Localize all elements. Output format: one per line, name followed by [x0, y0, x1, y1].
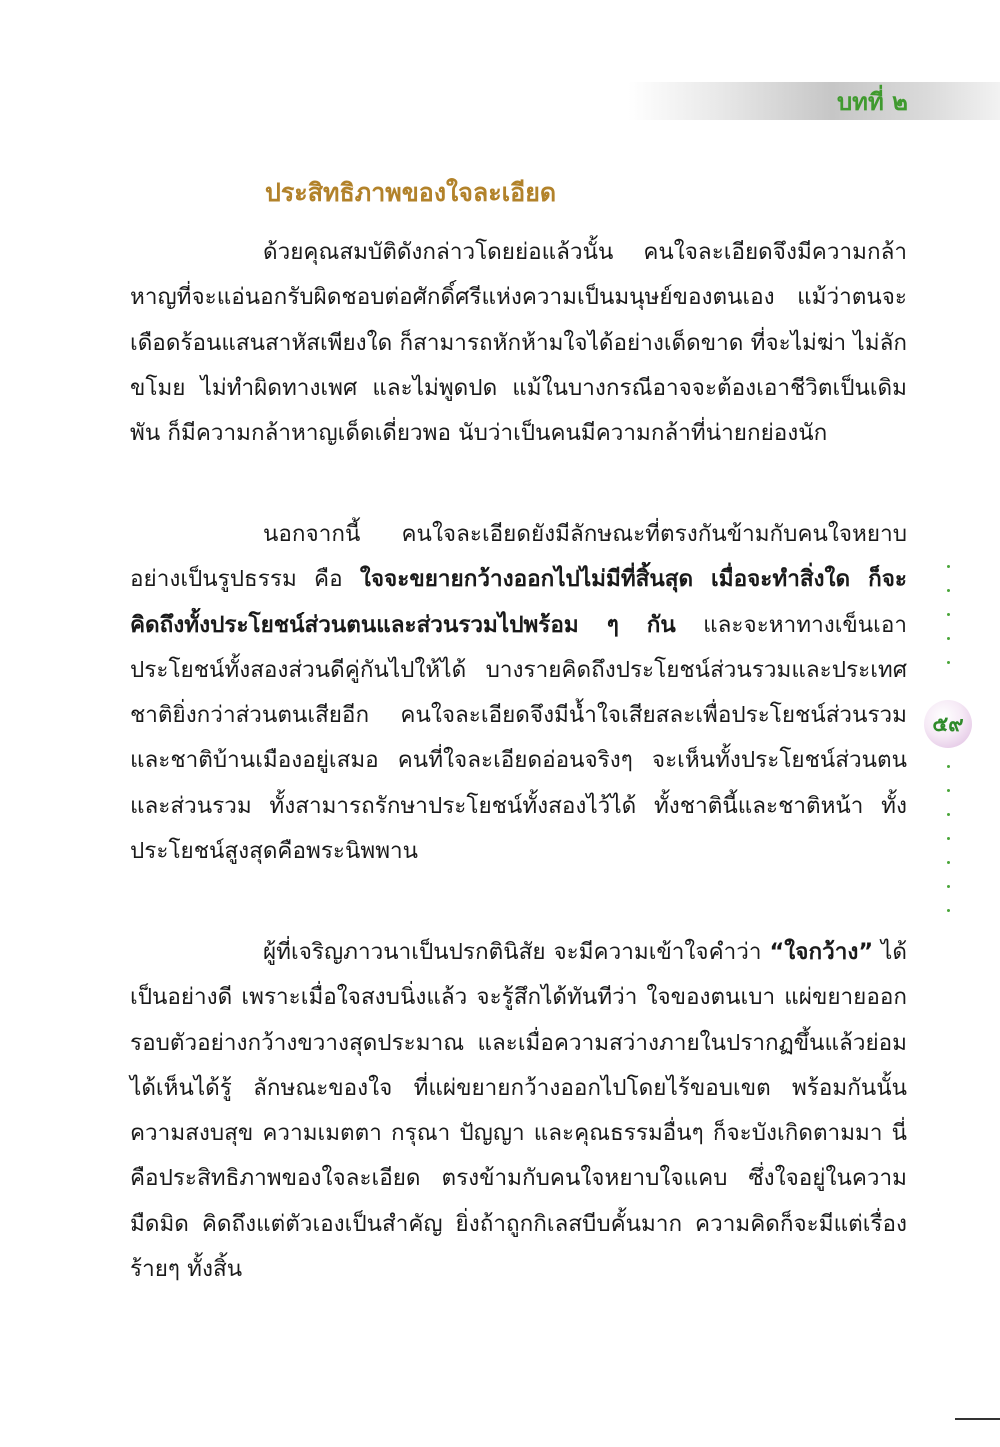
paragraph-3-emphasis: “ใจกว้าง” — [769, 939, 874, 965]
paragraph-3-text-a: ผู้ที่เจริญภาวนาเป็นปรกตินิสัย จะมีความเข้าใจคำว่า — [263, 939, 770, 965]
section-title: ประสิทธิภาพของใจละเอียด — [265, 178, 557, 207]
paragraph-3 — [130, 930, 907, 1292]
paragraph-1 — [130, 230, 907, 456]
margin-dots-top — [944, 565, 952, 685]
footer-rule — [955, 1418, 1000, 1420]
paragraph-2-text-b: และจะหาทางเข็นเอาประโยชน์ทั้งสองส่วนดีคู่กันไปให้ได้ บางรายคิดถึงประโยชน์ส่วนรวมและประเทศชาติยิ่งกว่าส่วนตนเสียอีก คนใจละเอียดจึงมีน้ำใจเสียสละเพื่อประโยชน์ส่วนรวมและชาติบ้านเมืองอยู่เสมอ คนที่ใจละเอียดอ่อนจริงๆ จะเห็นทั้งประโยชน์ส่วนตนและส่วนรวม ทั้งสามารถรักษาประโยชน์ทั้งสองไว้ได้ ทั้งชาตินี้และชาติหน้า ทั้งประโยชน์สูงสุดคือพระนิพพาน — [130, 611, 907, 865]
margin-dots-bottom — [944, 765, 952, 933]
page-number-badge: ๕๙ — [924, 700, 972, 748]
header-band — [628, 82, 1000, 120]
paragraph-2-emphasis: ใจจะขยายกว้างออกไปไม่มีที่สิ้นสุด เมื่อจะทำสิ่งใด ก็จะคิดถึงทั้งประโยชน์ส่วนตนและส่วนรวมไปพร้อม ๆ กัน — [130, 566, 907, 638]
paragraph-2-text-a: นอกจากนี้ คนใจละเอียดยังมีลักษณะที่ตรงกันข้ามกับคนใจหยาบอย่างเป็นรูปธรรม คือ — [130, 521, 907, 593]
paragraph-3-text-b: ได้เป็นอย่างดี เพราะเมื่อใจสงบนิ่งแล้ว จะรู้สึกได้ทันทีว่า ใจของตนเบา แผ่ขยายออกรอบตัวอย่างกว้างขวางสุดประมาณ และเมื่อความสว่างภายในปรากฏขึ้นแล้วย่อมได้เห็นได้รู้ ลักษณะของใจ ที่แผ่ขยายกว้างออกไปโดยไร้ขอบเขต พร้อมกันนั้น ความสงบสุข ความเมตตา กรุณา ปัญญา และคุณธรรมอื่นๆ ก็จะบังเกิดตามมา นี่คือประสิทธิภาพของใจละเอียด ตรงข้ามกับคนใจหยาบใจแคบ ซึ่งใจอยู่ในความมืดมิด คิดถึงแต่ตัวเองเป็นสำคัญ ยิ่งถ้าถูกกิเลสบีบคั้นมาก ความคิดก็จะมีแต่เรื่องร้ายๆ ทั้งสิ้น — [130, 939, 907, 1283]
chapter-label: บทที่ ๒ — [836, 88, 908, 116]
paragraph-1-text: ด้วยคุณสมบัติดังกล่าวโดยย่อแล้วนั้น คนใจละเอียดจึงมีความกล้าหาญที่จะแอ่นอกรับผิดชอบต่อศักดิ์ศรีแห่งความเป็นมนุษย์ของตนเอง แม้ว่าตนจะเดือดร้อนแสนสาหัสเพียงใด ก็สามารถหักห้ามใจได้อย่างเด็ดขาด ที่จะไม่ฆ่า ไม่ลักขโมย ไม่ทำผิดทางเพศ และไม่พูดปด แม้ในบางกรณีอาจจะต้องเอาชีวิตเป็นเดิมพัน ก็มีความกล้าหาญเด็ดเดี่ยวพอ นับว่าเป็นคนมีความกล้าที่น่ายกย่องนัก — [130, 239, 907, 447]
paragraph-2 — [130, 512, 907, 874]
